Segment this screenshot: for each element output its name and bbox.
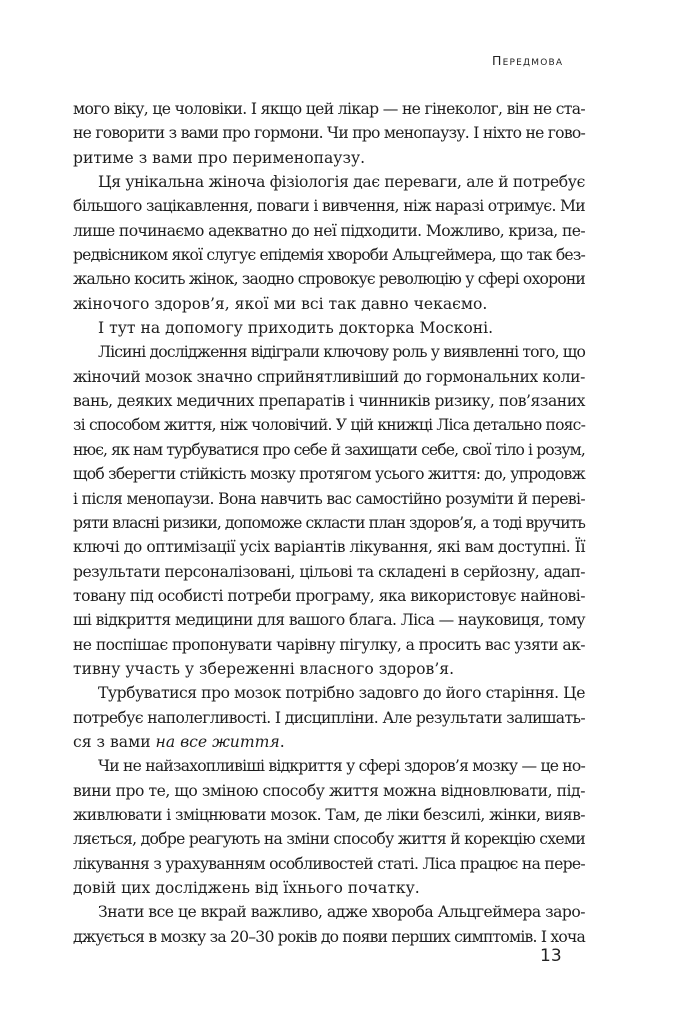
text-line: ляється, добре реагують на зміни способу життя й корекцію схеми [73, 830, 585, 849]
text-line: вань, деяких медичних препаратів і чинників ризику, пов’язаних [73, 392, 585, 411]
page-number: 13 [540, 946, 562, 966]
text-line: більшого зацікавлення, поваги і вивчення, ніж наразі отримує. Ми [73, 197, 585, 216]
text-line: редвісником якої слугує епідемія хвороби Альцгеймера, що так без- [73, 246, 585, 265]
text-line: ритиме з вами про перименопаузу. [73, 148, 366, 167]
text-line-with-emphasis [73, 730, 585, 754]
text-line: мого віку, це чоловіки. І якщо цей лікар — не гінеколог, він не ста- [73, 100, 585, 118]
text-line: потребує наполегливості. І дисципліни. Але результати залишать- [73, 708, 585, 727]
text-line: жіночого здоров’я, якої ми всі так давно чекаємо. [73, 294, 488, 313]
text-line: не поспішає пропонувати чарівну пігулку, а просить вас узяти ак- [73, 635, 585, 654]
paragraph-start-line: Чи не найзахопливіші відкриття у сфері здоров’я мозку — це но- [98, 757, 585, 776]
text-line: тивну участь у збереженні власного здоров’я. [73, 659, 455, 678]
text-line: вини про те, що зміною способу життя можна відновлювати, під- [73, 781, 585, 800]
text-line: щоб зберегти стійкість мозку протягом усього життя: до, упродовж [73, 465, 585, 484]
text-line: ші відкриття медицини для вашого блага. Ліса — науковиця, тому [73, 611, 585, 630]
running-head: Передмова [492, 53, 564, 68]
paragraph-start-line: Лісині дослідження відіграли ключову роль у виявленні того, що [98, 343, 585, 362]
italic-emphasis: на все життя [155, 732, 280, 751]
text-line: живлювати і зміцнювати мозок. Там, де ліки безсилі, жінки, вияв- [73, 805, 585, 824]
text-line: товану під особисті потреби програму, яка використовує найнові- [73, 586, 585, 605]
paragraph-start-line: Турбуватися про мозок потрібно задовго до його старіння. Це [98, 684, 585, 703]
text-line: жіночий мозок значно сприйнятливіший до гормональних коли- [73, 367, 585, 386]
text-line: нює, як нам турбуватися про себе й захищати себе, свої тіло і розум, [73, 440, 585, 459]
paragraph-start-line: І тут на допомогу приходить докторка Москоні. [98, 319, 494, 338]
text-line: і після менопаузи. Вона навчить вас самостійно розуміти й переві- [73, 489, 585, 508]
text-line: не говорити з вами про гормони. Чи про менопаузу. І ніхто не гово- [73, 124, 585, 143]
paragraph-start-line: Знати все це вкрай важливо, адже хвороба Альцгеймера заро- [98, 903, 585, 922]
text-line: лише починаємо адекватно до неї підходити. Можливо, криза, пе- [73, 221, 585, 240]
text-line: ключі до оптимізації усіх варіантів лікування, які вам доступні. Її [73, 538, 585, 557]
body-text [73, 97, 585, 949]
text-line: жально косить жінок, заодно спровокує революцію у сфері охорони [73, 270, 585, 289]
text-line: джується в мозку за 20–30 років до появи перших симптомів. І хоча [73, 927, 585, 946]
text-line: довій цих досліджень від їхнього початку. [73, 879, 420, 897]
text-line: лікування з урахуванням особливостей статі. Ліса працює на пере- [73, 854, 585, 873]
text-segment: ся з вами [73, 732, 156, 751]
text-line: результати персоналізовані, цільові та складені в серйозну, адап- [73, 562, 585, 581]
text-line: ряти власні ризики, допоможе скласти план здоров’я, а тоді вручить [73, 513, 585, 532]
text-segment: . [279, 732, 285, 751]
paragraph-start-line: Ця унікальна жіноча фізіологія дає переваги, але й потребує [98, 173, 585, 192]
text-line: зі способом життя, ніж чоловічий. У цій книжці Ліса детально пояс- [73, 416, 586, 435]
